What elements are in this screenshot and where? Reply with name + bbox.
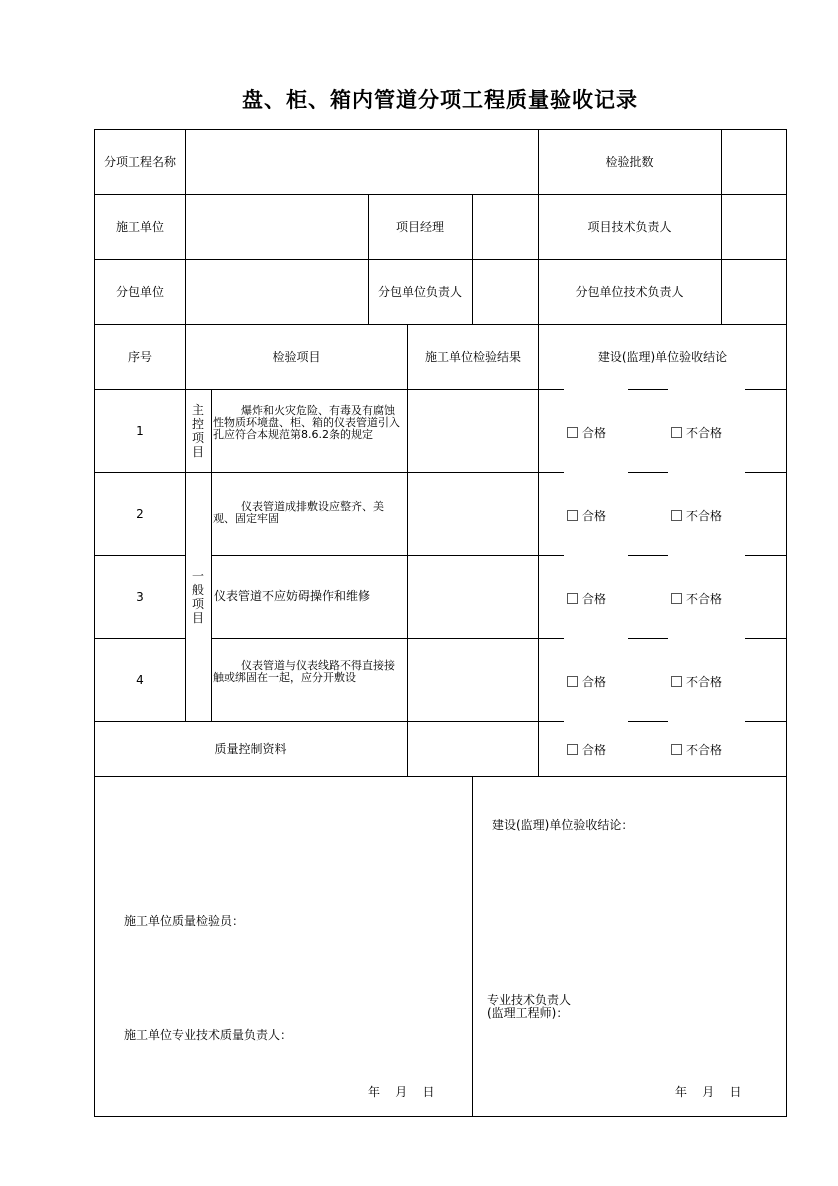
checkbox-icon (567, 593, 578, 604)
subcontract-lead-value[interactable] (473, 259, 538, 324)
row-2-pass-checkbox[interactable]: 合格 (567, 507, 606, 524)
project-tech-lead-label: 项目技术负责人 (587, 219, 672, 234)
row-3-item: 仪表管道不应妨碍操作和维修 (214, 589, 371, 603)
checkbox-icon (567, 510, 578, 521)
checkbox-icon (567, 427, 578, 438)
supervisor-label-line1: 专业技术负责人 (487, 993, 572, 1007)
subcontract-unit-value[interactable] (186, 259, 368, 324)
row-4-fail-checkbox[interactable]: 不合格 (671, 673, 722, 690)
row-3-fail-checkbox[interactable]: 不合格 (671, 590, 722, 607)
date-left: 年 月 日 (368, 1085, 435, 1099)
subproject-name-label: 分项工程名称 (103, 154, 176, 169)
row-3-pass-checkbox[interactable]: 合格 (567, 590, 606, 607)
quality-docs-fail-checkbox[interactable]: 不合格 (671, 741, 722, 758)
column-item: 检验项目 (272, 349, 321, 364)
tech-quality-lead-label: 施工单位专业技术质量负责人： (124, 1028, 293, 1042)
checkbox-icon (671, 744, 682, 755)
project-manager-label: 项目经理 (395, 219, 444, 234)
row-3-seq: 3 (136, 589, 144, 604)
row-3-result[interactable] (408, 555, 538, 638)
row-2-result[interactable] (408, 472, 538, 555)
subproject-name-value[interactable] (186, 129, 538, 194)
row-4-item: 仪表管道与仪表线路不得直接接触或绑固在一起，应分开敷设 (213, 659, 395, 684)
row-2-item: 仪表管道成排敷设应整齐、美观、固定牢固 (213, 500, 384, 525)
checkbox-icon (671, 510, 682, 521)
date-right: 年 月 日 (675, 1085, 742, 1099)
category-main: 主控项目 (191, 402, 204, 459)
row-2-seq: 2 (136, 506, 144, 521)
column-result: 施工单位检验结果 (424, 349, 521, 364)
column-seq: 序号 (127, 349, 152, 364)
quality-docs-result[interactable] (408, 721, 538, 776)
checkbox-icon (671, 676, 682, 687)
row-1-fail-checkbox[interactable]: 不合格 (671, 424, 722, 441)
quality-docs-label: 质量控制资料 (214, 741, 287, 756)
subcontract-unit-label: 分包单位 (115, 284, 164, 299)
row-1-seq: 1 (136, 423, 144, 438)
checkbox-icon (671, 593, 682, 604)
batch-count-value[interactable] (722, 129, 786, 194)
project-manager-value[interactable] (473, 194, 538, 259)
supervisor-label-line2: (监理工程师)： (487, 1006, 569, 1020)
row-2-fail-checkbox[interactable]: 不合格 (671, 507, 722, 524)
checkbox-icon (567, 744, 578, 755)
checkbox-icon (671, 427, 682, 438)
category-general: 一般项目 (191, 568, 204, 625)
row-1-pass-checkbox[interactable]: 合格 (567, 424, 606, 441)
subcontract-tech-lead-value[interactable] (722, 259, 786, 324)
quality-docs-pass-checkbox[interactable]: 合格 (567, 741, 606, 758)
checkbox-icon (567, 676, 578, 687)
row-4-seq: 4 (136, 672, 144, 687)
row-4-pass-checkbox[interactable]: 合格 (567, 673, 606, 690)
row-1-result[interactable] (408, 389, 538, 472)
page-title: 盘、柜、箱内管道分项工程质量验收记录 (242, 88, 638, 112)
row-4-result[interactable] (408, 638, 538, 721)
project-tech-lead-value[interactable] (722, 194, 786, 259)
inspector-label: 施工单位质量检验员： (124, 914, 245, 928)
column-conclusion: 建设(监理)单位验收结论 (597, 349, 728, 364)
conclusion-label: 建设(监理)单位验收结论： (492, 818, 634, 832)
construction-unit-value[interactable] (186, 194, 368, 259)
row-1-item: 爆炸和火灾危险、有毒及有腐蚀性物质环境盘、柜、箱的仪表管道引入孔应符合本规范第8.6.2条的规定 (213, 404, 400, 441)
batch-count-label: 检验批数 (605, 154, 654, 169)
subcontract-tech-lead-label: 分包单位技术负责人 (575, 284, 684, 299)
construction-unit-label: 施工单位 (115, 219, 164, 234)
subcontract-lead-label: 分包单位负责人 (377, 284, 462, 299)
